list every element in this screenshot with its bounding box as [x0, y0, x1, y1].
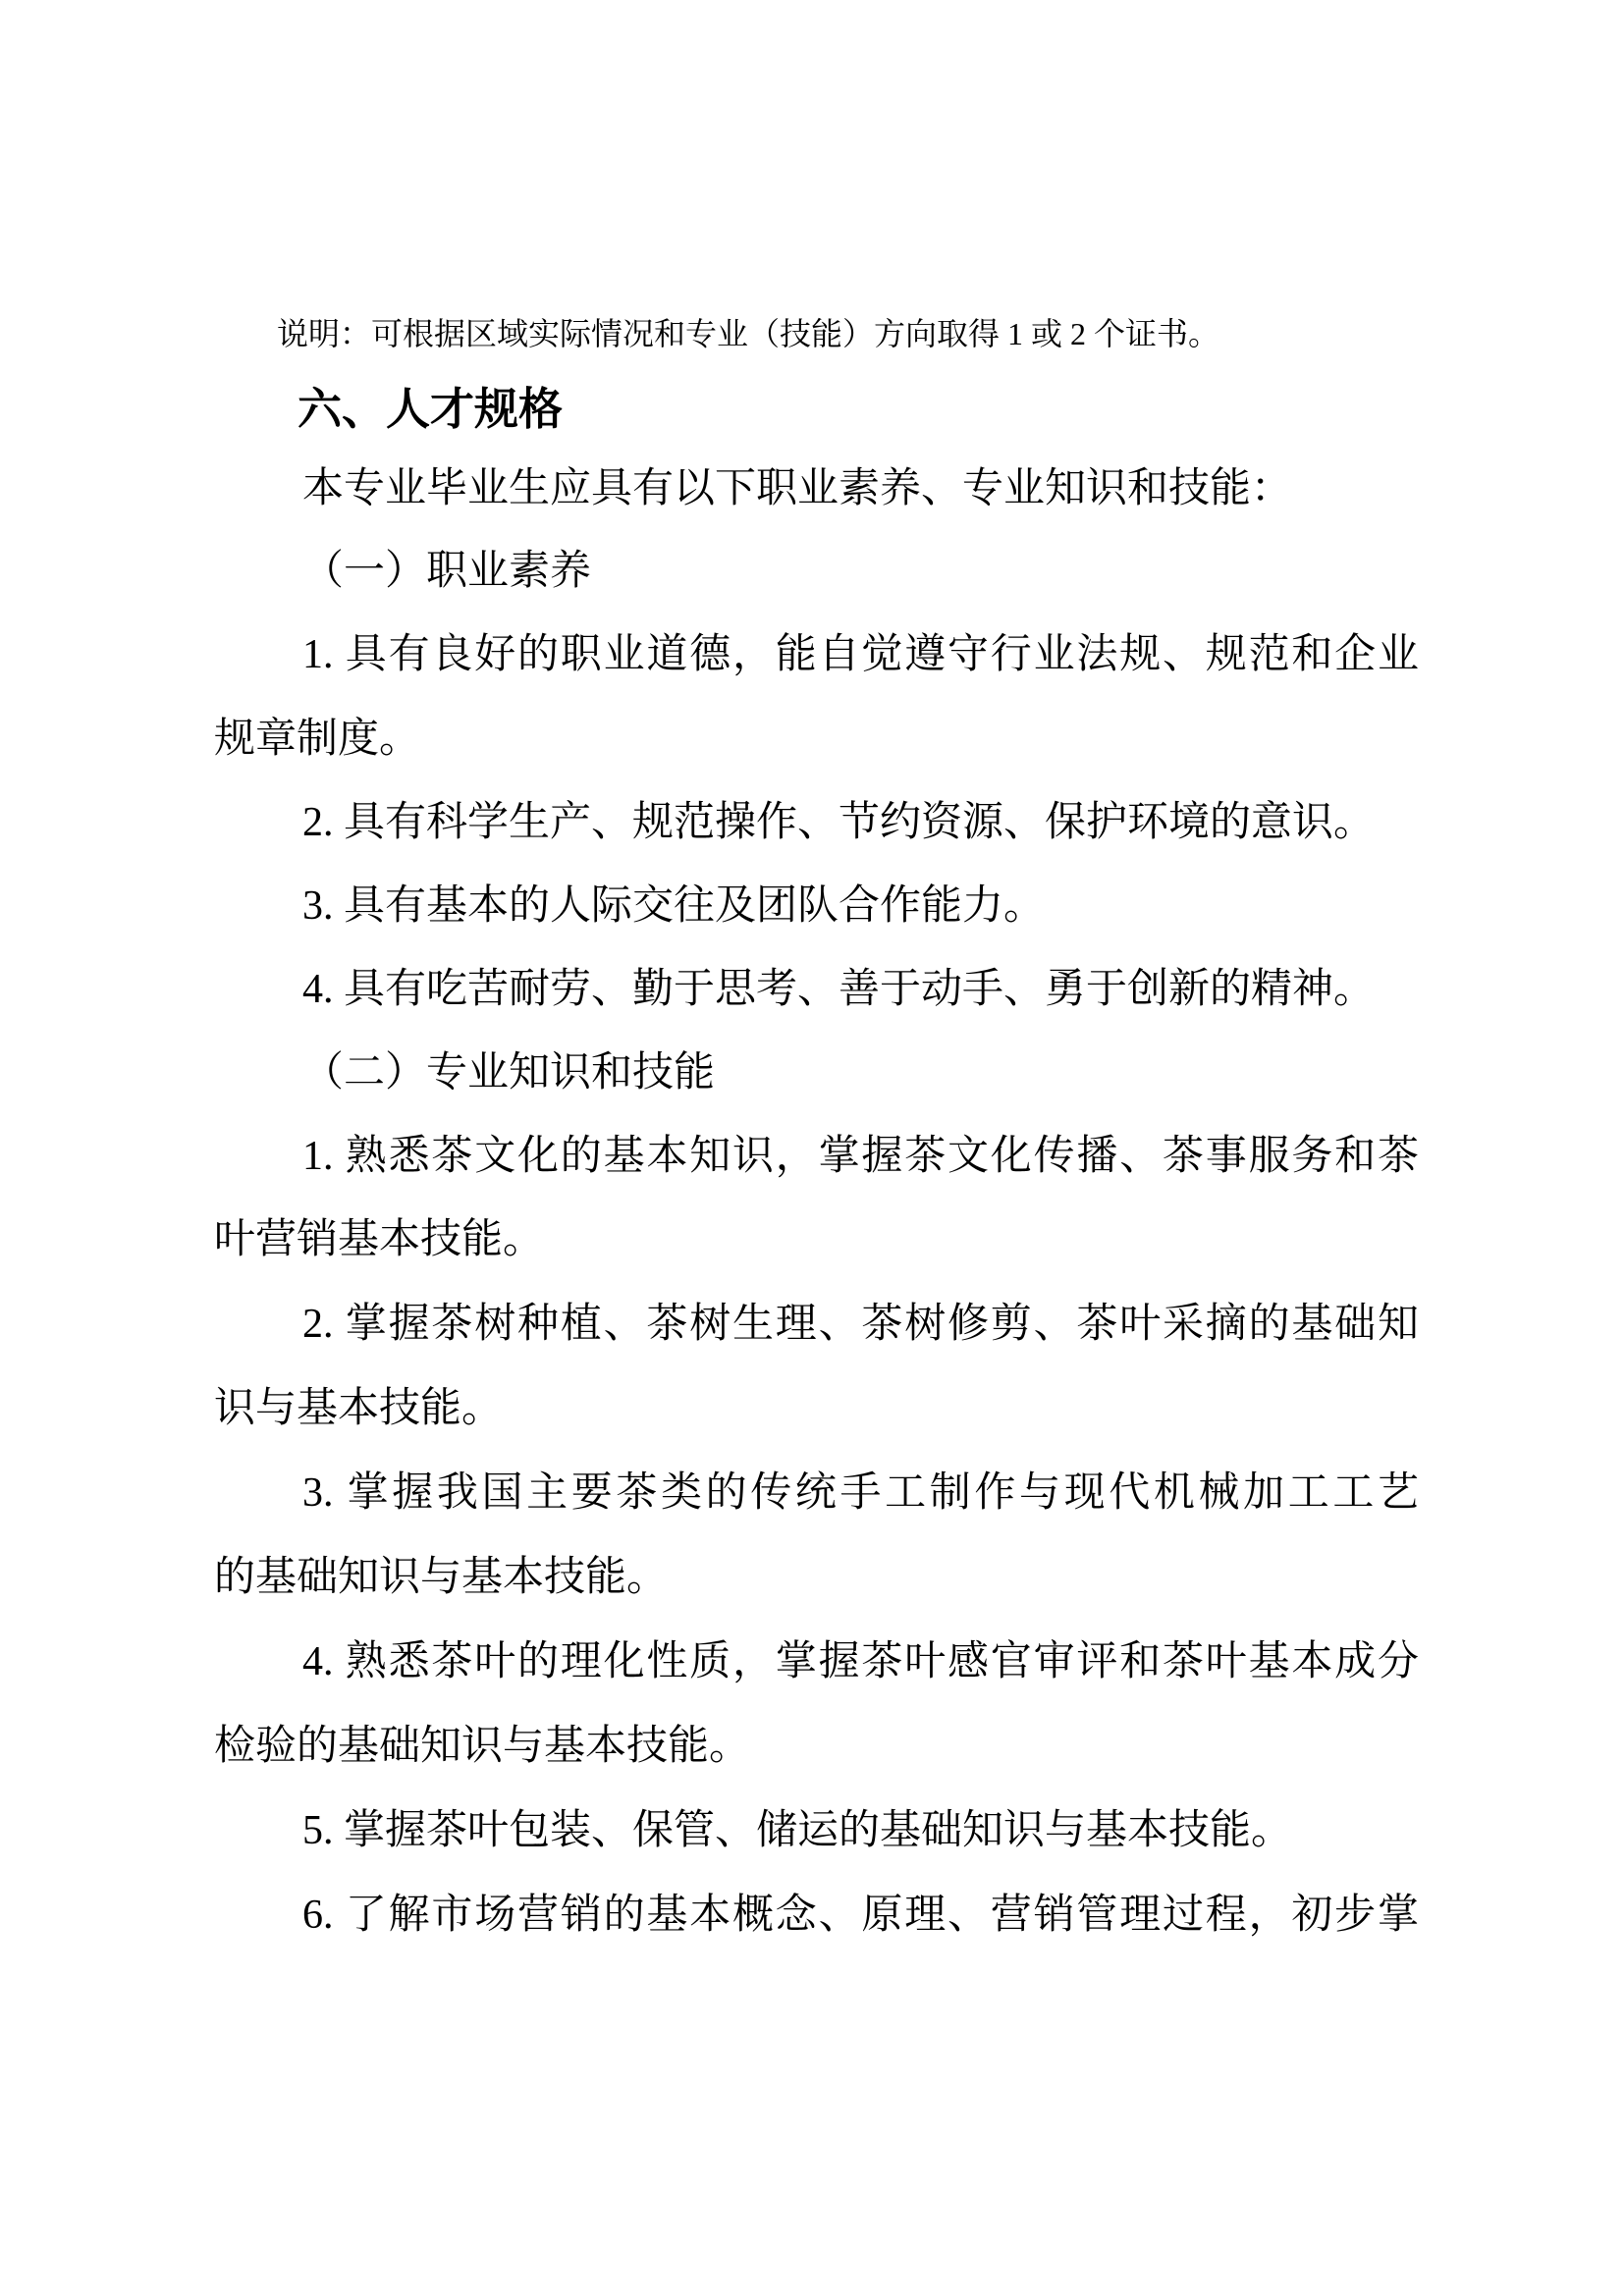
item-line: 3. 掌握我国主要茶类的传统手工制作与现代机械加工工艺 [302, 1470, 1419, 1516]
intro-paragraph-line: 本专业毕业生应具有以下职业素养、专业知识和技能： [302, 466, 1293, 511]
item-line: 6. 了解市场营销的基本概念、原理、营销管理过程，初步掌 [302, 1893, 1419, 1938]
subsection-heading-1: （一）职业素养 [302, 549, 592, 594]
subsection-heading-2: （二）专业知识和技能 [302, 1050, 716, 1095]
item-line: 5. 掌握茶叶包装、保管、储运的基础知识与基本技能。 [302, 1808, 1293, 1853]
item-continuation-line: 的基础知识与基本技能。 [214, 1555, 669, 1600]
item-line: 4. 熟悉茶叶的理化性质，掌握茶叶感官审评和茶叶基本成分 [302, 1639, 1419, 1684]
table-note-line: 说明：可根据区域实际情况和专业（技能）方向取得 1 或 2 个证书。 [277, 316, 1220, 351]
item-line: 2. 掌握茶树种植、茶树生理、茶树修剪、茶叶采摘的基础知 [302, 1302, 1419, 1347]
item-line: 3. 具有基本的人际交往及团队合作能力。 [302, 883, 1046, 929]
item-continuation-line: 检验的基础知识与基本技能。 [214, 1724, 751, 1769]
item-line: 2. 具有科学生产、规范操作、节约资源、保护环境的意识。 [302, 800, 1376, 845]
section-heading: 六、人才规格 [298, 384, 564, 434]
item-continuation-line: 识与基本技能。 [214, 1386, 504, 1431]
item-line: 4. 具有吃苦耐劳、勤于思考、善于动手、勇于创新的精神。 [302, 967, 1376, 1012]
item-continuation-line: 叶营销基本技能。 [214, 1217, 545, 1262]
item-continuation-line: 规章制度。 [214, 717, 421, 762]
item-line: 1. 熟悉茶文化的基本知识，掌握茶文化传播、茶事服务和茶 [302, 1134, 1419, 1179]
document-text-block [214, 0, 1419, 2296]
item-line: 1. 具有良好的职业道德，能自觉遵守行业法规、规范和企业 [302, 632, 1419, 677]
